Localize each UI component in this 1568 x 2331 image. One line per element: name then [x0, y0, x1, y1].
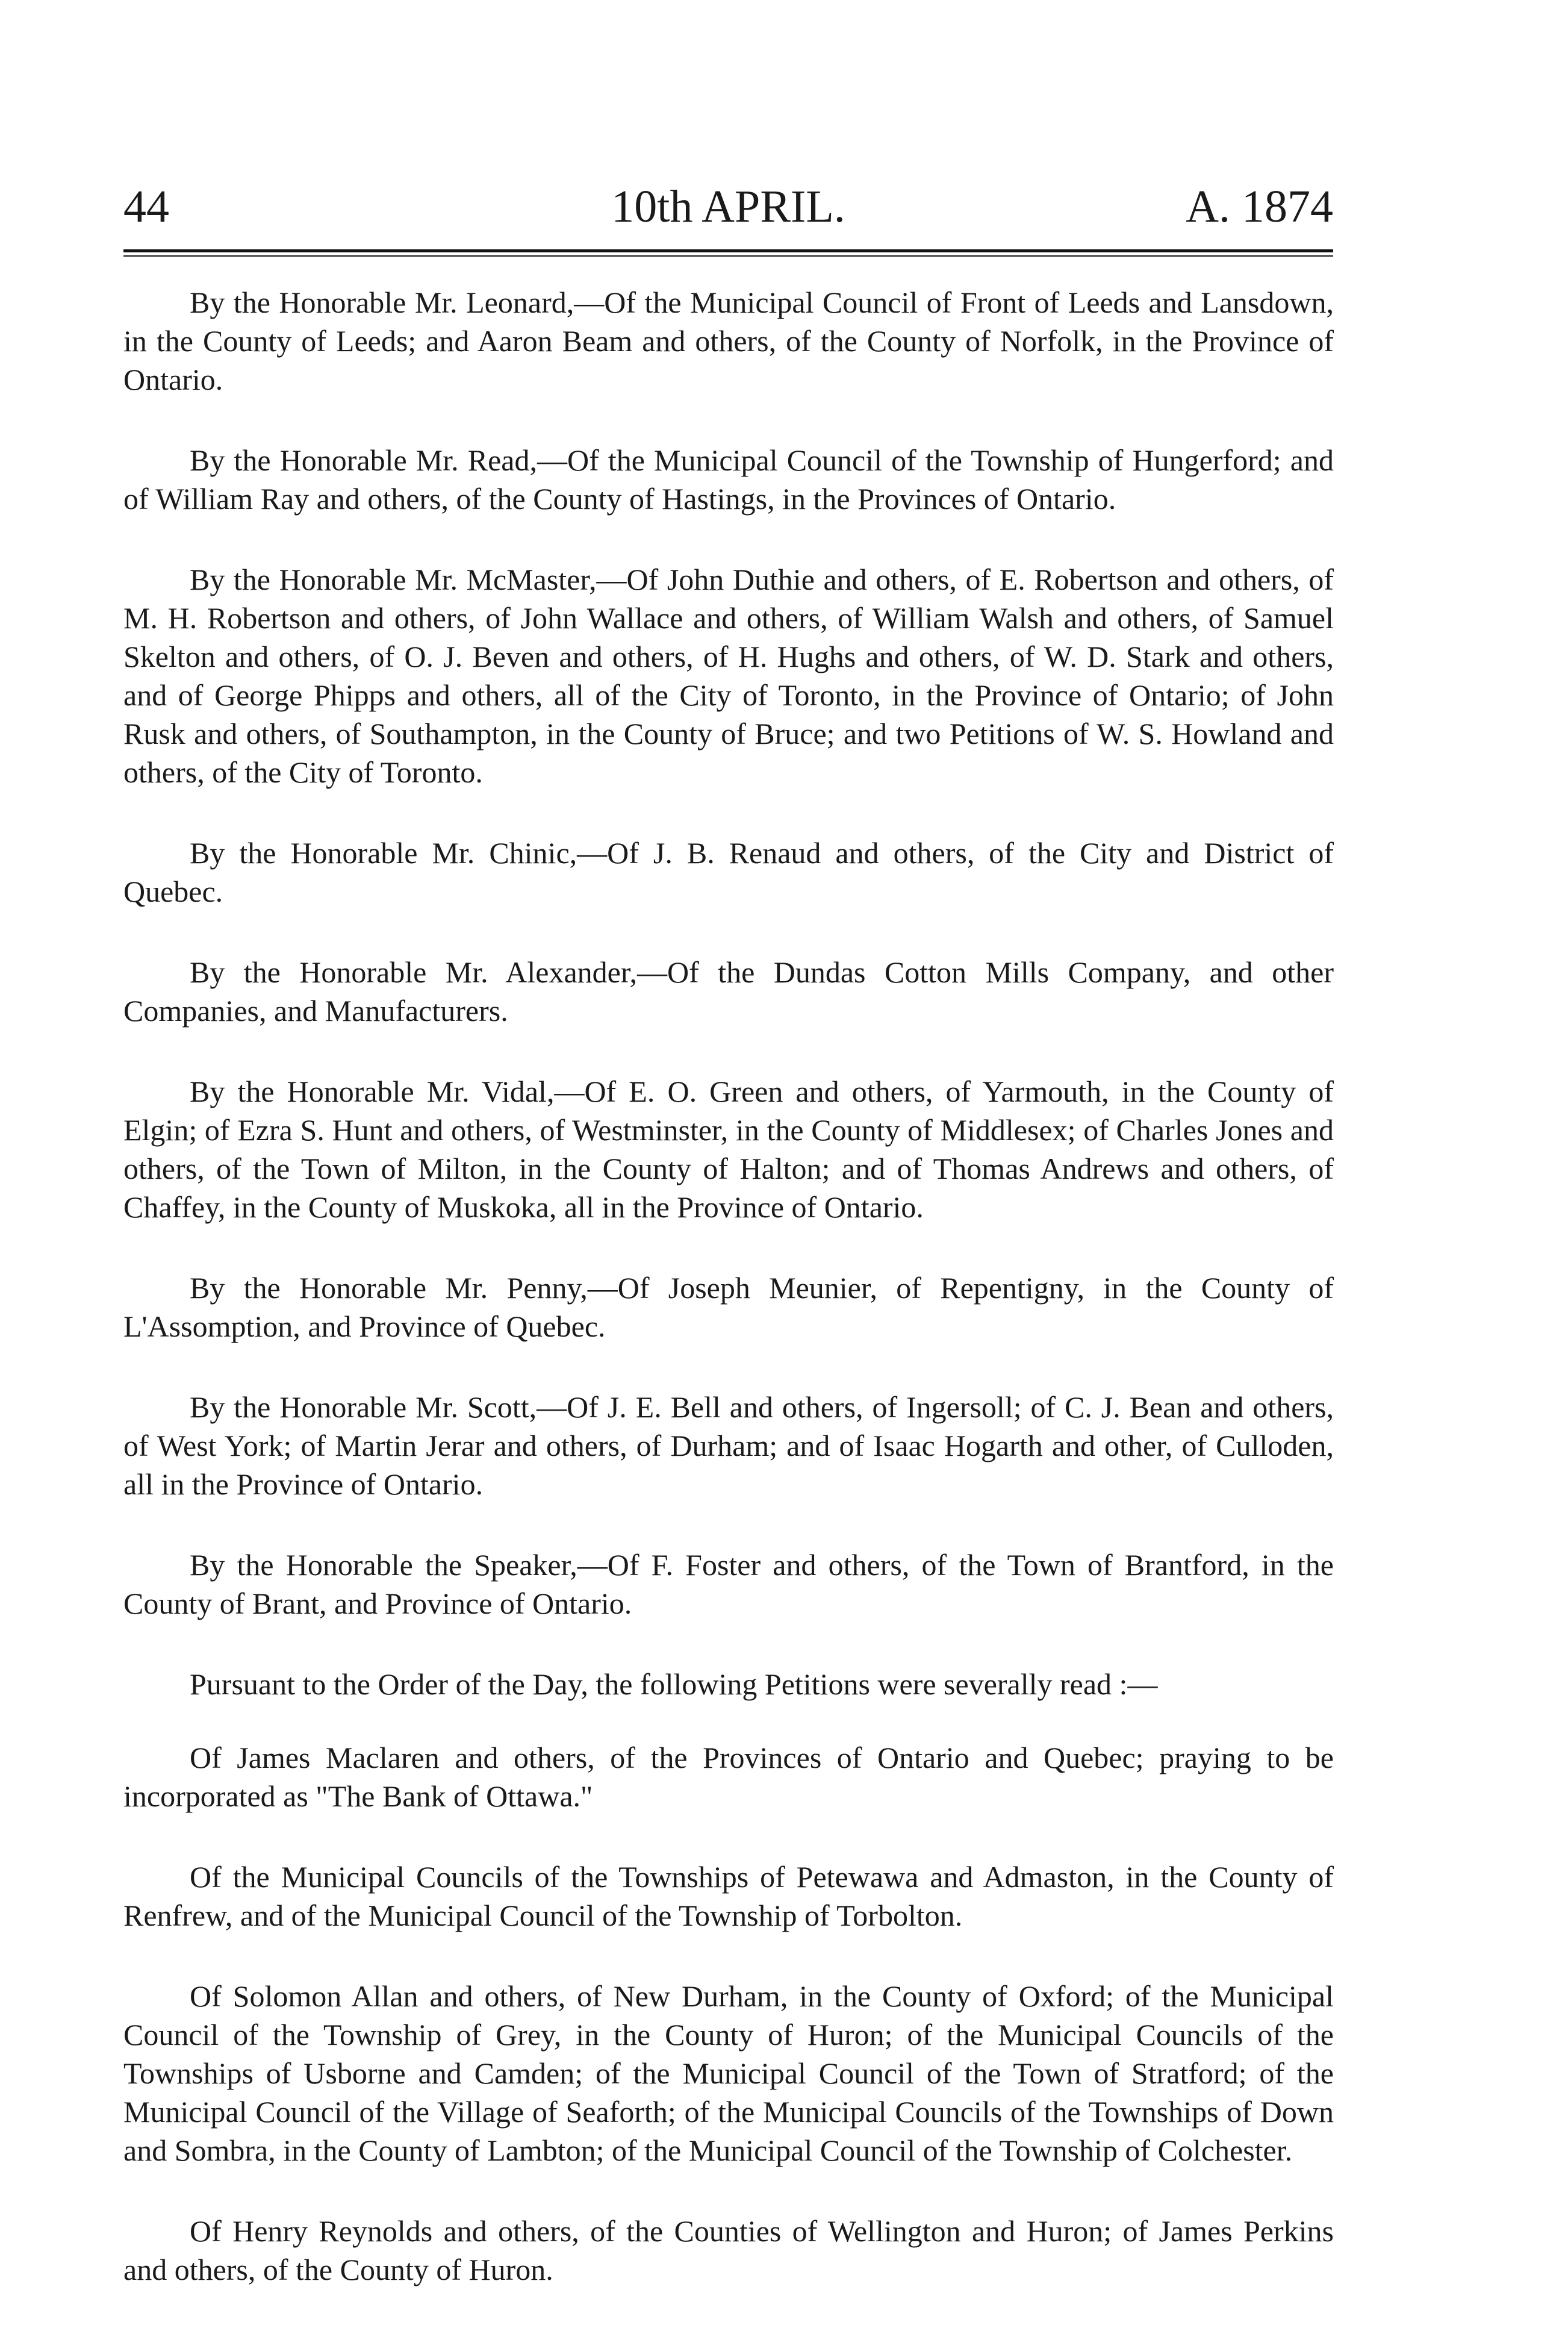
- paragraph-intro: By the Honorable Mr.: [190, 836, 490, 870]
- paragraph-intro: By the Honorable Mr.: [190, 955, 506, 989]
- paragraph-text: McMaster,—Of John Duthie and others, of E. Robertson and others, of M. H. Robertson and others, of John Wallace and others, of William Walsh and others, of Samuel Skelton and others, of O. J. Beven and others, of H. Hughs and others, of W. D. Stark and others, and of George Phipps and others, all of the City of Toronto, in the Province of Ontario; of John Rusk and others, of Southampton, in the County of Bruce; and two Petitions of W. S. Howland and others, of the City of Toronto.: [123, 563, 1334, 789]
- paragraph-text: Alexander,—Of the Dundas Cotton Mills Company, and other Companies, and Manufacturers.: [123, 955, 1334, 1028]
- paragraph: [123, 1268, 1334, 1346]
- paragraph-text: Leonard,—Of the Municipal Council of Front of Leeds and Lansdown, in the County of Leeds; and Aaron Beam and others, of the County of Norfolk, in the Province of Ontario.: [123, 286, 1334, 396]
- page-year: A. 1874: [1186, 181, 1333, 232]
- paragraph: [123, 1738, 1334, 1815]
- paragraph-intro: By the Honorable Mr.: [190, 1390, 467, 1424]
- paragraph-text: Chinic,—Of J. B. Renaud and others, of the City and District of Quebec.: [123, 836, 1334, 908]
- rule-thin: [123, 255, 1333, 257]
- page-number: 44: [123, 181, 169, 232]
- header-rule: [123, 249, 1333, 259]
- paragraph: [123, 1546, 1334, 1623]
- paragraph-intro: By the Honorable Mr.: [190, 443, 468, 477]
- paragraph-text: Of Henry Reynolds and others, of the Counties of Wellington and Huron; of James Perkins and others, of the County of Huron.: [123, 2214, 1334, 2286]
- paragraph-intro: By the Honorable Mr.: [190, 1075, 482, 1108]
- paragraph-text: Of Solomon Allan and others, of New Durham, in the County of Oxford; of the Municipal Council of the Township of Grey, in the County of Huron; of the Municipal Councils of the Townships of Usborne and Camden; of the Municipal Council of the Town of Stratford; of the Municipal Council of the Village of Seaforth; of the Municipal Councils of the Townships of Down and Sombra, in the County of Lambton; of the Municipal Council of the Township of Colchester.: [123, 1979, 1334, 2167]
- paragraph-text: Scott,—Of J. E. Bell and others, of Ingersoll; of C. J. Bean and others, of West York; of Martin Jerar and others, of Durham; and of Isaac Hogarth and other, of Culloden, all in the Province of Ontario.: [123, 1390, 1334, 1501]
- paragraph: [123, 1072, 1334, 1226]
- paragraph-text: Of James Maclaren and others, of the Provinces of Ontario and Quebec; praying to be incorporated as "The Bank of Ottawa.": [123, 1741, 1334, 1813]
- paragraph-intro: By the Honorable Mr.: [190, 563, 467, 596]
- rule-thick: [123, 249, 1333, 252]
- paragraph: [123, 953, 1334, 1030]
- page-header: [123, 181, 1333, 247]
- paragraph-intro: By the Honorable the: [190, 1548, 474, 1582]
- paragraph: [123, 834, 1334, 911]
- paragraph: [123, 441, 1334, 518]
- paragraph-text: Penny,—Of Joseph Meunier, of Repentigny, in the County of L'Assomption, and Province of Quebec.: [123, 1271, 1334, 1343]
- paragraph: [123, 1977, 1334, 2170]
- paragraph-intro: By the Honorable Mr.: [190, 1271, 507, 1305]
- paragraph-text: Pursuant to the Order of the Day, the following Petitions were severally read :—: [190, 1667, 1158, 1701]
- paragraph: [123, 1858, 1334, 1935]
- paragraph-intro: By the Honorable Mr.: [190, 286, 467, 319]
- paragraph-text: Speaker,—Of F. Foster and others, of the Town of Brantford, in the County of Brant, and Province of Ontario.: [123, 1548, 1334, 1620]
- paragraph-text: Vidal,—Of E. O. Green and others, of Yarmouth, in the County of Elgin; of Ezra S. Hunt and others, of Westminster, in the County of Middlesex; of Charles Jones and others, of the Town of Milton, in the County of Halton; and of Thomas Andrews and others, of Chaffey, in the County of Muskoka, all in the Province of Ontario.: [123, 1075, 1334, 1224]
- page-date: 10th APRIL.: [611, 181, 845, 232]
- paragraph: [123, 1665, 1334, 1703]
- paragraph: [123, 1388, 1334, 1503]
- paragraph: [123, 2212, 1334, 2289]
- paragraph: [123, 283, 1334, 399]
- paragraph: [123, 560, 1334, 791]
- paragraph-text: Read,—Of the Municipal Council of the Township of Hungerford; and of William Ray and others, of the County of Hastings, in the Provinces of Ontario.: [123, 443, 1334, 516]
- document-body: [123, 283, 1334, 2331]
- paragraph-text: Of the Municipal Councils of the Townships of Petewawa and Admaston, in the County of Renfrew, and of the Municipal Council of the Township of Torbolton.: [123, 1860, 1334, 1932]
